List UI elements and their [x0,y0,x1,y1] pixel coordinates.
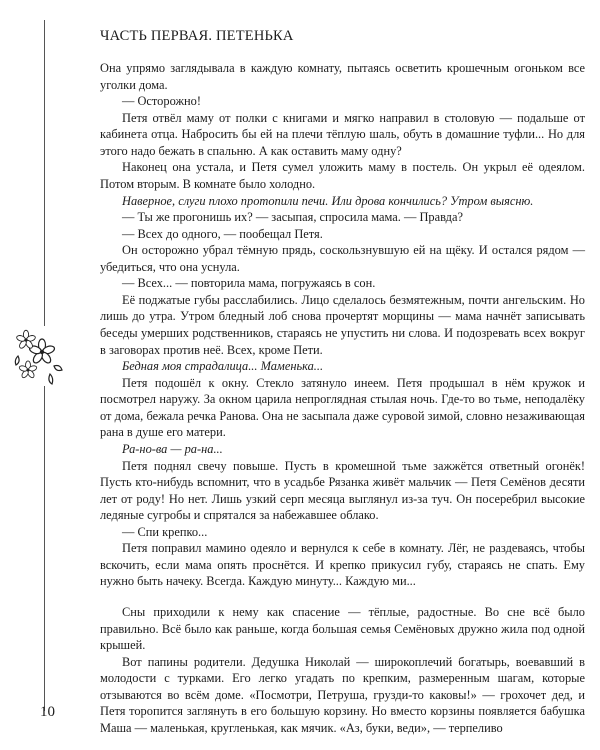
paragraph: Её поджатые губы расслабились. Лицо сделалось безмятежным, почти ангельским. Но лишь до утра. Утром бледный лоб снова прочертят морщины — мама начнёт записывать беседы умерших родственников, стараясь не упустить ни слова. И подозревать всех вокруг в заговорах против неё. Всех, кроме Пети. [100,292,585,357]
paragraph: Петя поправил мамино одеяло и вернулся к себе в комнату. Лёг, не раздеваясь, чтобы вскочить, если мама опять проснётся. И крепко прикусил губу, стараясь не спать. Ему нужно быть начеку. Всегда. Каждую минуту... Каждую ми... [100,541,585,589]
paragraph: Петя отвёл маму от полки с книгами и мягко направил в столовую — подальше от кабинета отца. Набросить бы ей на плечи тёплую шаль, обуть в домашние туфли... Но для этого надо бежать в спальню. А как оставить маму одну? [100,110,585,158]
section-1 [100,60,585,590]
paragraph: Вот папины родители. Дедушка Николай — широкоплечий богатырь, воевавший в молодости с турками. Его легко угадать по крепким, размеренным шагам, которые отзываются во всём доме. «Посмотри, Петруша, грузди-то каковы!» — грохочет дед, и Петя торопится заглянуть в его большую корзину. Но вместо корзины появляется бабушка Маша — маленькая, кругленькая, как мячик. «Аз, буки, веди», — терпеливо [100,654,585,735]
paragraph: — Ты же прогонишь их? — засыпая, спросила мама. — Правда? [122,210,463,225]
paragraph: Петя поднял свечу повыше. Пусть в кромешной тьме зажжётся ответный огонёк! Пусть кто-нибудь вспомнит, что в усадьбе Рязанка живёт мальчик — Петя Семёнов десяти лет от роду! Но нет. Лишь узкий серп месяца выглянул из-за туч. Он посеребрил высокие ледяные сугробы и спрятался за набежавшее облако. [100,458,585,523]
paragraph-italic: Ра-но-ва — ра-на... [122,441,223,456]
paragraph-italic: Наверное, слуги плохо протопили печи. Или дрова кончились? Утром выясню. [122,193,534,208]
section-gap [100,590,585,604]
paragraph: — Всех до одного, — пообещал Петя. [122,226,323,241]
paragraph: Сны приходили к нему как спасение — тёплые, радостные. Во сне всё было правильно. Всё было как раньше, когда большая семья Семёновых дружно жила под одной крышей. [100,605,585,653]
paragraph: Он осторожно убрал тёмную прядь, соскользнувшую ей на щёку. И остался рядом — убедиться, что она уснула. [100,243,585,274]
flower-ornament-icon [14,326,64,386]
paragraph: — Осторожно! [122,94,201,109]
section-2 [100,604,585,737]
chapter-header: ЧАСТЬ ПЕРВАЯ. ПЕТЕНЬКА [100,28,294,44]
paragraph: Она упрямо заглядывала в каждую комнату, пытаясь осветить крошечным огоньком все уголки дома. [100,61,585,92]
paragraph: Наконец она устала, и Петя сумел уложить маму в постель. Он укрыл её одеялом. Потом вторым. В комнате было холодно. [100,160,585,191]
paragraph: Петя подошёл к окну. Стекло затянуло инеем. Петя продышал в нём кружок и посмотрел наружу. За окном царила непроглядная стылая ночь. Где-то во тьме, неподалёку от дома, бежала речка Ранова. Она не засыпала даже суровой зимой, словно незаживающая рана в душе его матери. [100,375,585,440]
paragraph-italic: Бедная моя страдалица... Маменька... [122,359,324,374]
page-number: 10 [40,704,55,720]
body-text [100,60,585,737]
paragraph: — Спи крепко... [122,524,208,539]
paragraph: — Всех... — повторила мама, погружаясь в сон. [122,276,376,291]
